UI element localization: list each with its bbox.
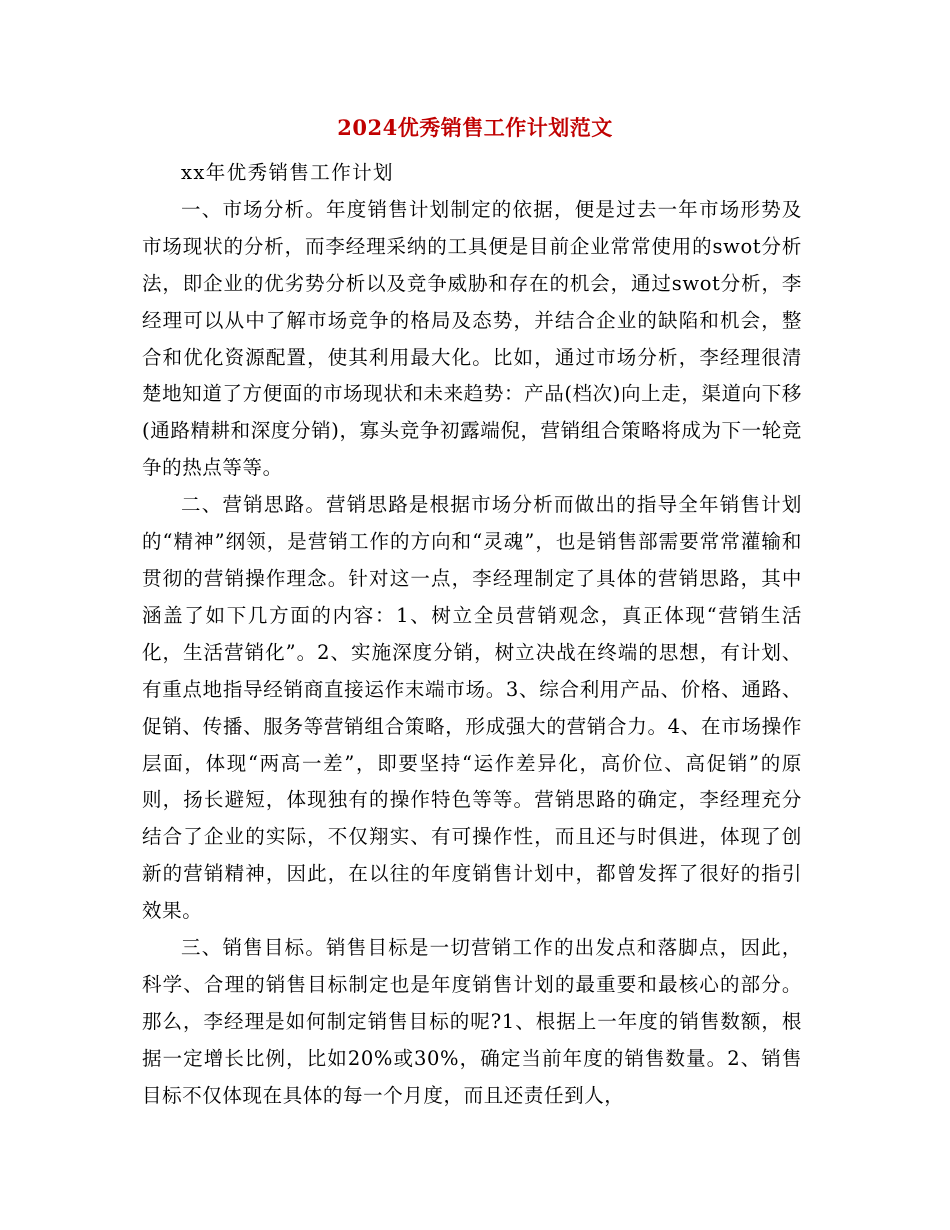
document-title: 2024优秀销售工作计划范文: [337, 115, 613, 140]
paragraph-marketing-ideas: 二、营销思路。营销思路是根据市场分析而做出的指导全年销售计划的“精神”纲领，是营销工作的方向和“灵魂”，也是销售部需要常常灌输和贯彻的营销操作理念。针对这一点，李经理制定了具体的营销思路，其中涵盖了如下几方面的内容：1、树立全员营销观念，真正体现“营销生活化，生活营销化”。2、实施深度分销，树立决战在终端的思想，有计划、有重点地指导经销商直接运作末端市场。3、综合利用产品、价格、通路、促销、传播、服务等营销组合策略，形成强大的营销合力。4、在市场操作层面，体现“两高一差”，即要坚持“运作差异化，高价位、高促销”的原则，扬长避短，体现独有的操作特色等等。营销思路的确定，李经理充分结合了企业的实际，不仅翔实、有可操作性，而且还与时俱进，体现了创新的营销精神，因此，在以往的年度销售计划中，都曾发挥了很好的指引效果。: [142, 493, 802, 923]
document-body: [142, 155, 802, 1115]
paragraph-sales-targets: 三、销售目标。销售目标是一切营销工作的出发点和落脚点，因此，科学、合理的销售目标制定也是年度销售计划的最重要和最核心的部分。那么，李经理是如何制定销售目标的呢?1、根据上一年度的销售数额，根据一定增长比例，比如20%或30%，确定当前年度的销售数量。2、销售目标不仅体现在具体的每一个月度，而且还责任到人，: [142, 936, 802, 1107]
paragraph-market-analysis: 一、市场分析。年度销售计划制定的依据，便是过去一年市场形势及市场现状的分析，而李经理采纳的工具便是目前企业常常使用的swot分析法，即企业的优劣势分析以及竞争威胁和存在的机会，通过swot分析，李经理可以从中了解市场竞争的格局及态势，并结合企业的缺陷和机会，整合和优化资源配置，使其利用最大化。比如，通过市场分析，李经理很清楚地知道了方便面的市场现状和未来趋势：产品(档次)向上走，渠道向下移(通路精耕和深度分销)，寡头竞争初露端倪，营销组合策略将成为下一轮竞争的热点等等。: [142, 197, 802, 480]
document-subtitle: xx年优秀销售工作计划: [181, 161, 394, 184]
